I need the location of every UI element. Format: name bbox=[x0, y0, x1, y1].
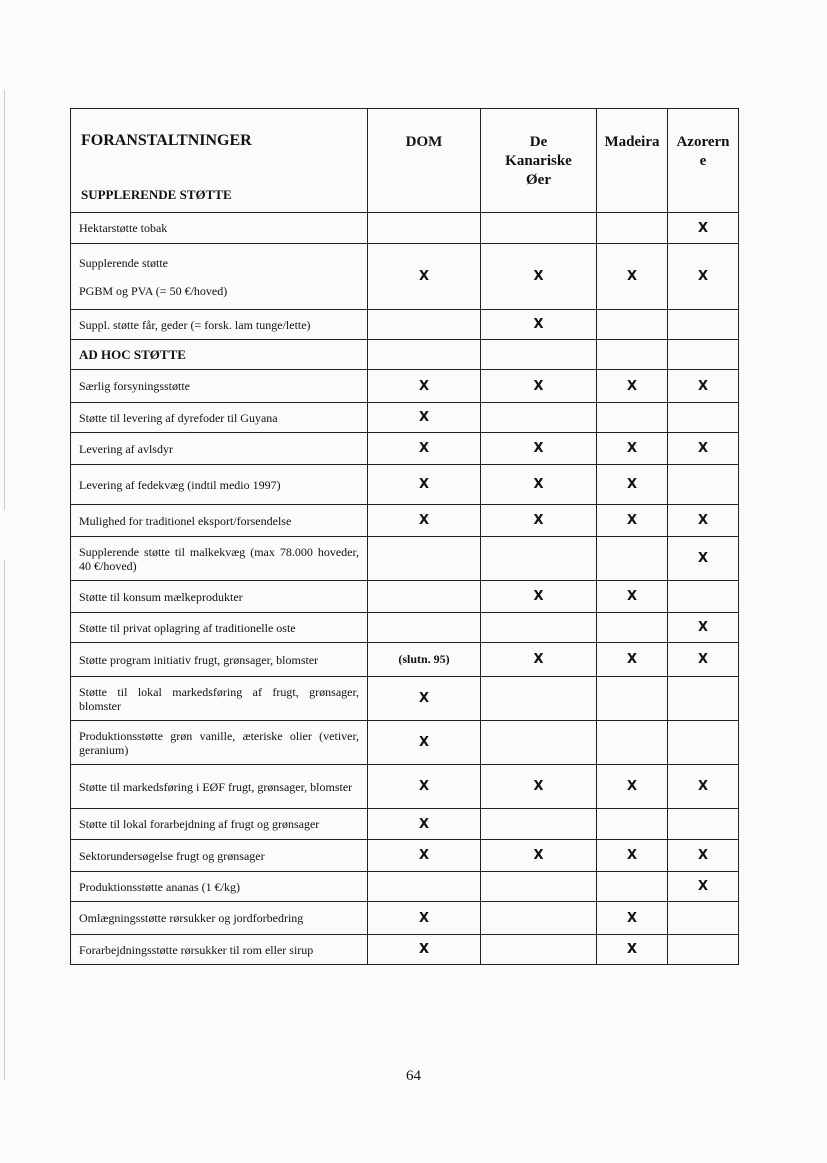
mark-azorerne: X bbox=[668, 643, 739, 677]
mark-azorerne bbox=[668, 310, 739, 340]
mark-kanariske: X bbox=[481, 765, 597, 809]
table-body bbox=[71, 213, 739, 965]
measure-label: Sektorundersøgelse frugt og grønsager bbox=[71, 840, 368, 872]
table-row bbox=[71, 643, 739, 677]
mark-kanariske: X bbox=[481, 840, 597, 872]
measure-label: Støtte til lokal markedsføring af frugt, grønsager, blomster bbox=[71, 677, 368, 721]
mark-dom: X bbox=[368, 465, 481, 505]
measure-label: Suppl. støtte får, geder (= forsk. lam tunge/lette) bbox=[71, 310, 368, 340]
table-row bbox=[71, 935, 739, 965]
measure-label: Supplerende støtte PGBM og PVA (= 50 €/hoved) bbox=[71, 244, 368, 310]
table-row bbox=[71, 213, 739, 244]
mark-madeira: X bbox=[597, 370, 668, 403]
mark-azorerne bbox=[668, 721, 739, 765]
mark-madeira bbox=[597, 310, 668, 340]
mark-kanariske bbox=[481, 403, 597, 433]
table-row bbox=[71, 613, 739, 643]
mark-madeira bbox=[597, 403, 668, 433]
mark-dom: (slutn. 95) bbox=[368, 643, 481, 677]
header-kanariske: De Kanariske Øer bbox=[481, 109, 597, 213]
table-row bbox=[71, 433, 739, 465]
mark-dom bbox=[368, 310, 481, 340]
mark-dom: X bbox=[368, 935, 481, 965]
mark-kanariske: X bbox=[481, 465, 597, 505]
mark-kanariske: X bbox=[481, 370, 597, 403]
mark-kanariske bbox=[481, 902, 597, 935]
mark-azorerne: X bbox=[668, 370, 739, 403]
mark-madeira bbox=[597, 721, 668, 765]
mark-madeira bbox=[597, 613, 668, 643]
mark-azorerne bbox=[668, 465, 739, 505]
header-row bbox=[71, 109, 739, 213]
table-row bbox=[71, 765, 739, 809]
table-row bbox=[71, 872, 739, 902]
mark-dom bbox=[368, 872, 481, 902]
mark-kanariske: X bbox=[481, 505, 597, 537]
mark-kanariske: X bbox=[481, 433, 597, 465]
header-sub-title: SUPPLERENDE STØTTE bbox=[81, 187, 232, 202]
mark-kanariske bbox=[481, 213, 597, 244]
mark-azorerne bbox=[668, 809, 739, 840]
mark-madeira bbox=[597, 340, 668, 370]
measure-label: Støtte til privat oplagring af traditionelle oste bbox=[71, 613, 368, 643]
mark-azorerne: X bbox=[668, 840, 739, 872]
mark-azorerne bbox=[668, 935, 739, 965]
left-margin-line bbox=[4, 90, 5, 510]
table-row bbox=[71, 581, 739, 613]
measures-table bbox=[70, 108, 739, 965]
mark-kanariske: X bbox=[481, 244, 597, 310]
mark-dom: X bbox=[368, 765, 481, 809]
mark-kanariske: X bbox=[481, 310, 597, 340]
mark-dom: X bbox=[368, 403, 481, 433]
mark-dom: X bbox=[368, 244, 481, 310]
mark-azorerne bbox=[668, 902, 739, 935]
mark-azorerne: X bbox=[668, 872, 739, 902]
mark-dom bbox=[368, 537, 481, 581]
mark-madeira: X bbox=[597, 840, 668, 872]
table-row bbox=[71, 244, 739, 310]
mark-azorerne bbox=[668, 340, 739, 370]
table-row bbox=[71, 340, 739, 370]
mark-azorerne: X bbox=[668, 244, 739, 310]
measure-label: Mulighed for traditionel eksport/forsendelse bbox=[71, 505, 368, 537]
measure-label: Supplerende støtte til malkekvæg (max 78.000 hoveder, 40 €/hoved) bbox=[71, 537, 368, 581]
measure-label: Omlægningsstøtte rørsukker og jordforbedring bbox=[71, 902, 368, 935]
header-main-title: FORANSTALTNINGER bbox=[81, 132, 252, 149]
mark-madeira bbox=[597, 213, 668, 244]
measure-label: Forarbejdningsstøtte rørsukker til rom eller sirup bbox=[71, 935, 368, 965]
mark-kanariske bbox=[481, 537, 597, 581]
mark-azorerne: X bbox=[668, 505, 739, 537]
mark-dom bbox=[368, 340, 481, 370]
measure-label: Støtte til levering af dyrefoder til Guyana bbox=[71, 403, 368, 433]
mark-dom: X bbox=[368, 433, 481, 465]
mark-dom: X bbox=[368, 505, 481, 537]
mark-dom: X bbox=[368, 370, 481, 403]
mark-azorerne: X bbox=[668, 213, 739, 244]
mark-kanariske: X bbox=[481, 581, 597, 613]
mark-azorerne: X bbox=[668, 433, 739, 465]
mark-madeira bbox=[597, 537, 668, 581]
mark-madeira: X bbox=[597, 581, 668, 613]
mark-madeira bbox=[597, 809, 668, 840]
table-row bbox=[71, 403, 739, 433]
header-azorerne: Azorern e bbox=[668, 109, 739, 213]
measure-label: Produktionsstøtte grøn vanille, æteriske olier (vetiver, geranium) bbox=[71, 721, 368, 765]
mark-kanariske bbox=[481, 721, 597, 765]
table-row bbox=[71, 370, 739, 403]
mark-dom: X bbox=[368, 721, 481, 765]
mark-madeira: X bbox=[597, 505, 668, 537]
mark-kanariske bbox=[481, 935, 597, 965]
mark-madeira: X bbox=[597, 465, 668, 505]
table-row bbox=[71, 537, 739, 581]
measure-label: Støtte til konsum mælkeprodukter bbox=[71, 581, 368, 613]
mark-azorerne: X bbox=[668, 613, 739, 643]
mark-dom: X bbox=[368, 677, 481, 721]
table-row bbox=[71, 310, 739, 340]
page-number: 64 bbox=[406, 1068, 421, 1084]
mark-madeira bbox=[597, 677, 668, 721]
header-madeira: Madeira bbox=[597, 109, 668, 213]
measure-label: Støtte til lokal forarbejdning af frugt og grønsager bbox=[71, 809, 368, 840]
table-row bbox=[71, 809, 739, 840]
mark-dom bbox=[368, 613, 481, 643]
measure-label: Produktionsstøtte ananas (1 €/kg) bbox=[71, 872, 368, 902]
mark-dom: X bbox=[368, 840, 481, 872]
measure-label: Levering af avlsdyr bbox=[71, 433, 368, 465]
mark-dom: X bbox=[368, 809, 481, 840]
mark-kanariske bbox=[481, 677, 597, 721]
measure-label: Støtte til markedsføring i EØF frugt, grønsager, blomster bbox=[71, 765, 368, 809]
mark-kanariske bbox=[481, 340, 597, 370]
measure-label: Særlig forsyningsstøtte bbox=[71, 370, 368, 403]
left-margin-line bbox=[4, 560, 5, 1080]
table-row bbox=[71, 465, 739, 505]
header-measures bbox=[71, 109, 368, 213]
section-heading: AD HOC STØTTE bbox=[71, 340, 368, 370]
mark-madeira: X bbox=[597, 765, 668, 809]
mark-madeira: X bbox=[597, 433, 668, 465]
mark-madeira bbox=[597, 872, 668, 902]
mark-azorerne bbox=[668, 403, 739, 433]
mark-kanariske: X bbox=[481, 643, 597, 677]
mark-madeira: X bbox=[597, 244, 668, 310]
measure-label: Støtte program initiativ frugt, grønsager, blomster bbox=[71, 643, 368, 677]
mark-kanariske bbox=[481, 809, 597, 840]
table-row bbox=[71, 677, 739, 721]
mark-dom bbox=[368, 581, 481, 613]
table-row bbox=[71, 840, 739, 872]
mark-azorerne: X bbox=[668, 765, 739, 809]
mark-madeira: X bbox=[597, 643, 668, 677]
header-dom: DOM bbox=[368, 109, 481, 213]
mark-kanariske bbox=[481, 613, 597, 643]
table-row bbox=[71, 902, 739, 935]
mark-madeira: X bbox=[597, 935, 668, 965]
table-row bbox=[71, 721, 739, 765]
mark-dom bbox=[368, 213, 481, 244]
mark-azorerne bbox=[668, 581, 739, 613]
measure-label: Levering af fedekvæg (indtil medio 1997) bbox=[71, 465, 368, 505]
mark-dom: X bbox=[368, 902, 481, 935]
mark-kanariske bbox=[481, 872, 597, 902]
mark-madeira: X bbox=[597, 902, 668, 935]
mark-azorerne bbox=[668, 677, 739, 721]
table-row bbox=[71, 505, 739, 537]
measure-label: Hektarstøtte tobak bbox=[71, 213, 368, 244]
mark-azorerne: X bbox=[668, 537, 739, 581]
